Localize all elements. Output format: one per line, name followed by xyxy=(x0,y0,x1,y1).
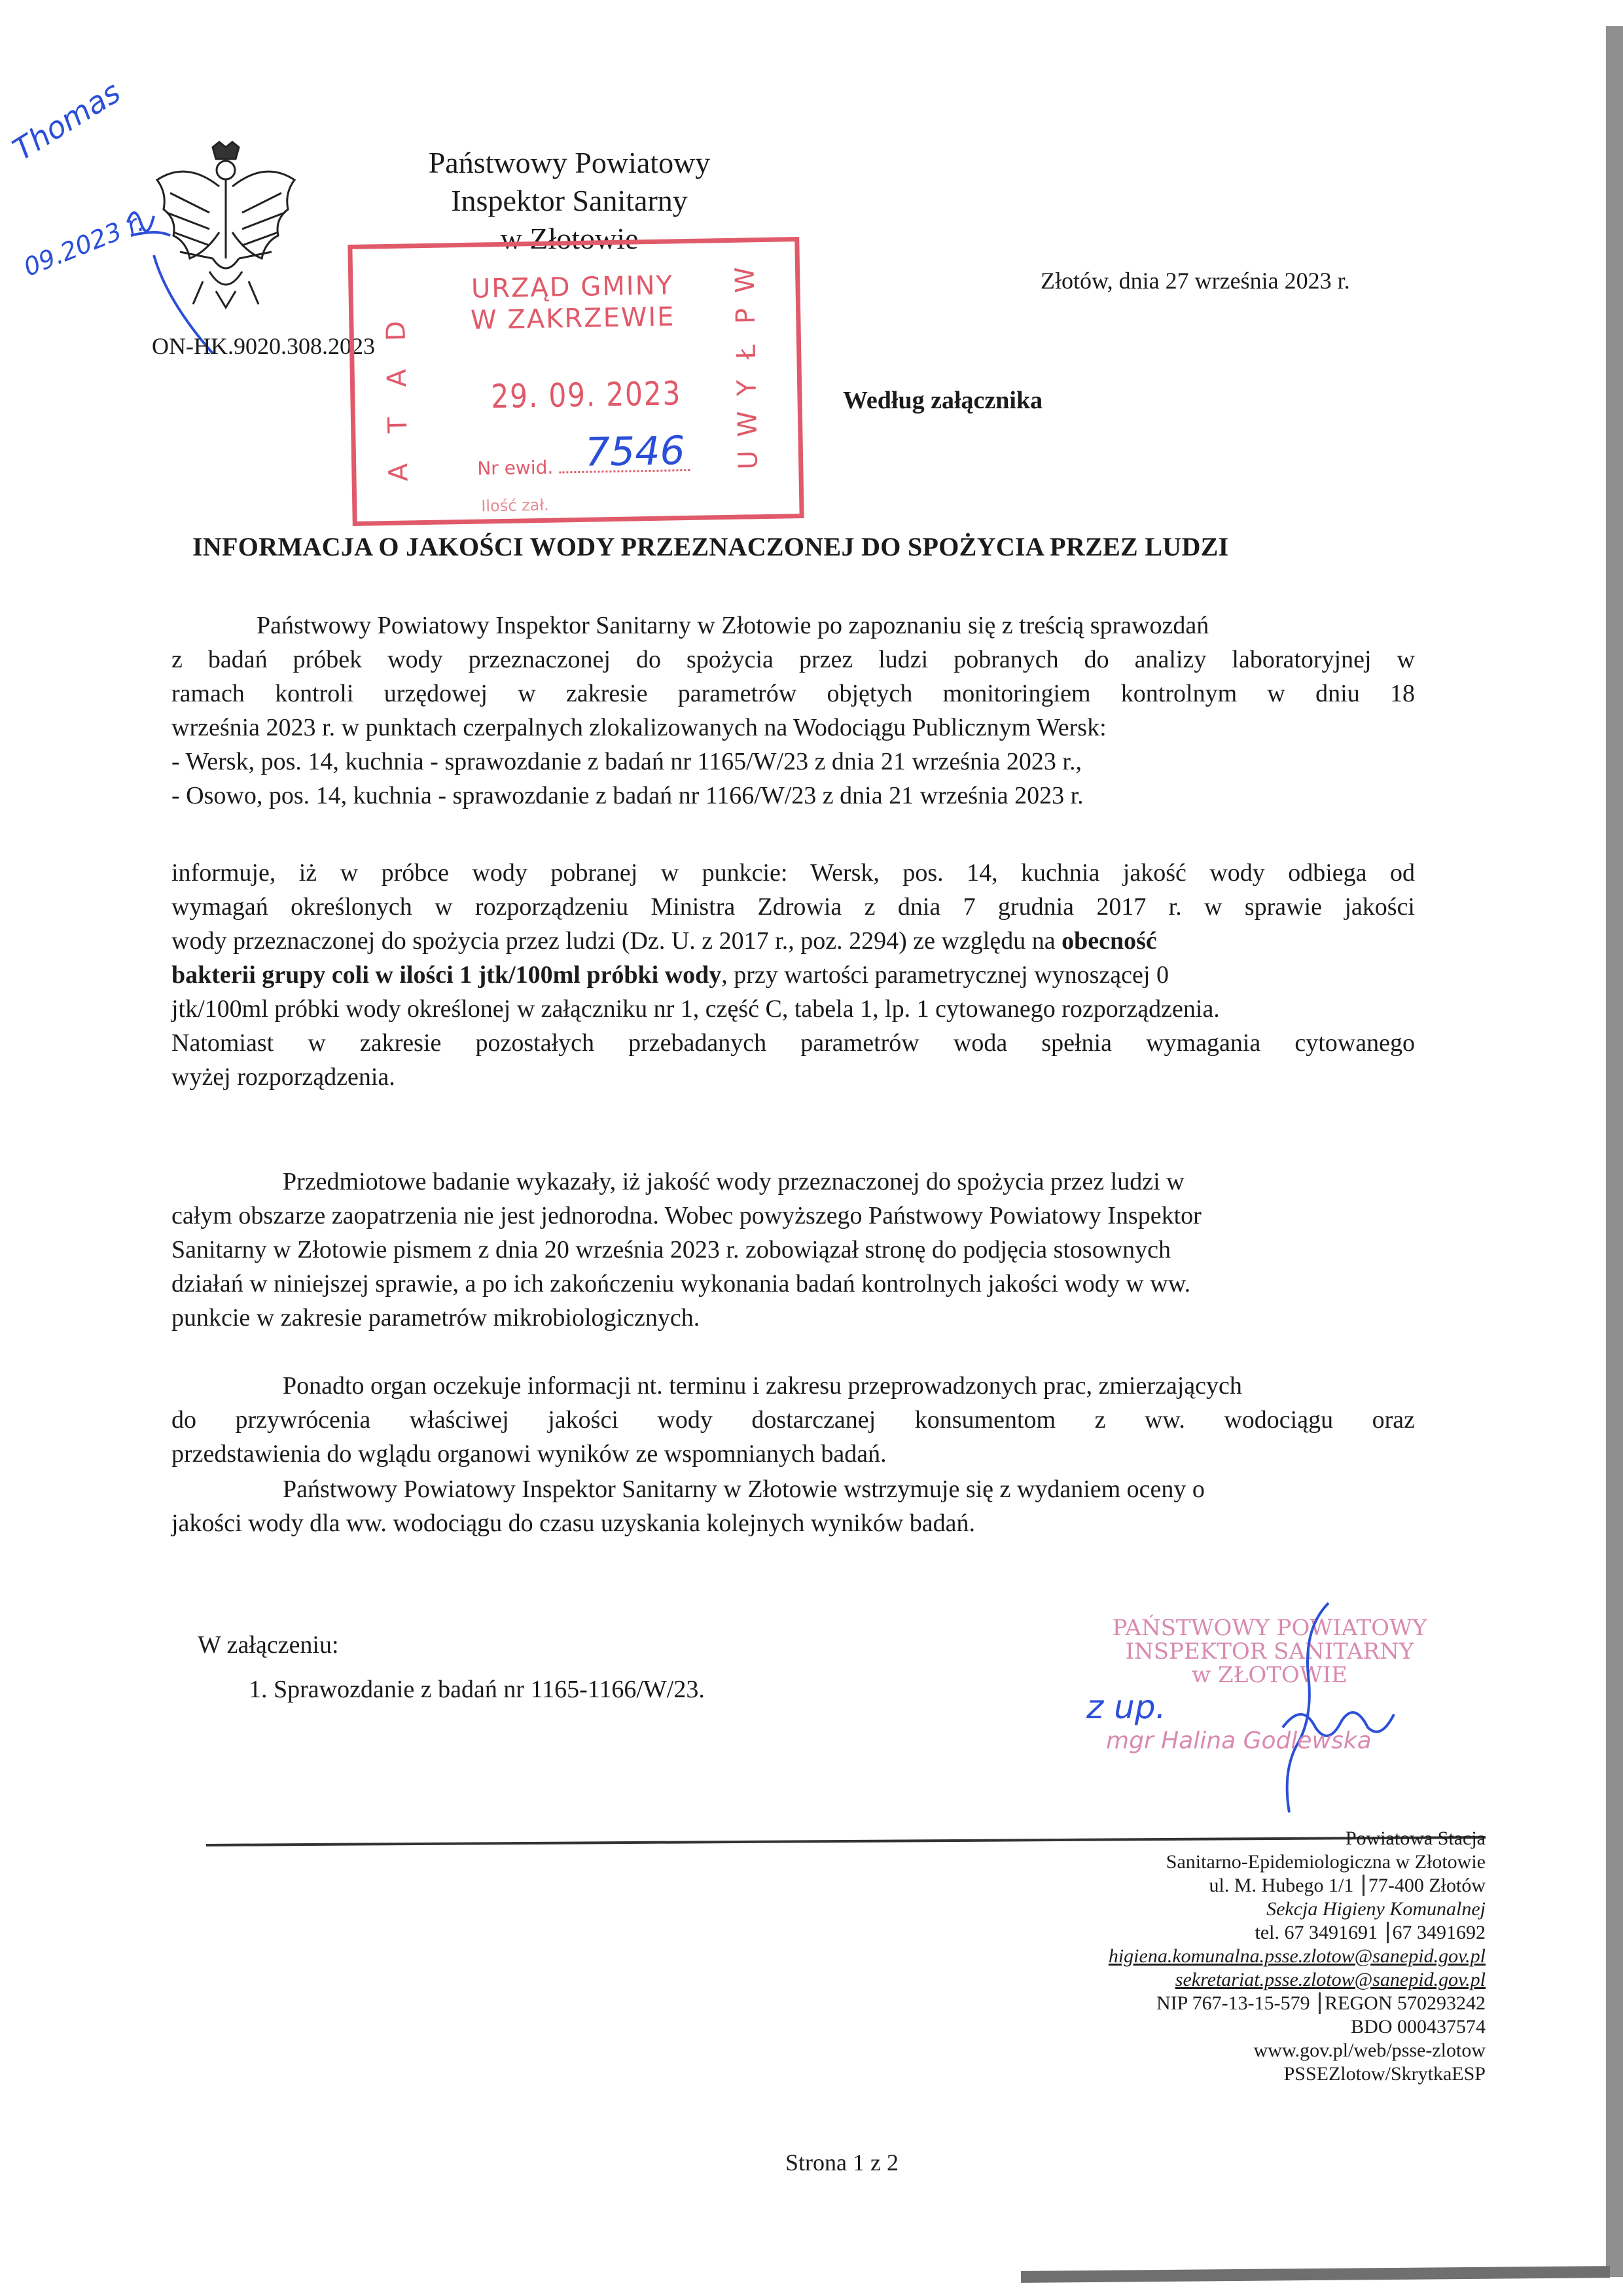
handwritten-name: Thomas xyxy=(7,74,127,168)
text-line: całym obszarze zaopatrzenia nie jest jednorodna. Wobec powyższego Państwowy Powiatowy Inspektor xyxy=(171,1202,1202,1229)
text-line: jtk/100ml próbki wody określonej w załączniku nr 1, część C, tabela 1, lp. 1 cytowanego rozporządzenia. xyxy=(171,995,1220,1023)
text-line: informuje, iż w próbce wody pobranej w punkcie: Wersk, pos. 14, kuchnia jakość wody odbiega od xyxy=(171,859,1415,887)
footer-org: Powiatowa Stacja xyxy=(1345,1828,1486,1849)
document-title: INFORMACJA O JAKOŚCI WODY PRZEZNACZONEJ DO SPOŻYCIA PRZEZ LUDZI xyxy=(192,532,1229,561)
paragraph-intro xyxy=(171,609,1415,813)
paragraph-conclusion xyxy=(171,1472,1415,1540)
paragraph-assessment xyxy=(171,1165,1415,1335)
stamp-record-label: Nr ewid. xyxy=(477,454,690,480)
text-line: Państwowy Powiatowy Inspektor Sanitarny w Złotowie wstrzymuje się z wydaniem oceny o xyxy=(283,1475,1205,1503)
footer-phones: tel. 67 3491691 67 3491692 xyxy=(1255,1922,1486,1943)
text-line: wymagań określonych w rozporządzeniu Ministra Zdrowia z dnia 7 grudnia 2017 r. w sprawie jakości xyxy=(171,893,1415,921)
footer-address: ul. M. Hubego 1/1 77-400 Złotów xyxy=(1209,1875,1486,1896)
stamp-date: 29. 09. 2023 xyxy=(490,374,682,416)
text-line: wyżej rozporządzenia. xyxy=(171,1063,395,1091)
email-link[interactable]: higiena.komunalna.psse.zlotow@sanepid.gov.pl xyxy=(1108,1945,1486,1967)
footer-contact-block xyxy=(916,1827,1486,2086)
text-line: - Osowo, pos. 14, kuchnia - sprawozdanie z badań nr 1166/W/23 z dnia 21 września 2023 r. xyxy=(171,782,1084,809)
text-line: Ponadto organ oczekuje informacji nt. terminu i zakresu przeprowadzonych prac, zmierzających xyxy=(283,1372,1242,1400)
text-line: z badań próbek wody przeznaczonej do spożycia przez ludzi pobranych do analizy laboratoryjnej w xyxy=(171,646,1415,673)
text-line: Natomiast w zakresie pozostałych przebadanych parametrów woda spełnia wymagania cytowanego xyxy=(171,1029,1415,1057)
scan-edge-right xyxy=(1606,26,1623,2277)
footer-tax-ids: NIP 767-13-15-579 REGON 570293242 xyxy=(1156,1992,1486,2014)
text-line: Sanitarny w Złotowie pismem z dnia 20 września 2023 r. zobowiązał stronę do podjęcia stosownych xyxy=(171,1236,1171,1263)
place-and-date: Złotów, dnia 27 września 2023 r. xyxy=(1041,268,1350,294)
stamp-side-label-left: D A T A xyxy=(381,320,414,482)
emphasis: obecność xyxy=(1061,927,1157,955)
attachment-item: 1. Sprawozdanie z badań nr 1165-1166/W/23. xyxy=(249,1676,705,1703)
text-line: przedstawienia do wglądu organowi wyników ze wspomnianych badań. xyxy=(171,1440,887,1468)
authority-line: Państwowy Powiatowy xyxy=(428,146,711,179)
authority-line: Inspektor Sanitarny xyxy=(451,184,688,217)
text-line: - Wersk, pos. 14, kuchnia - sprawozdanie z badań nr 1165/W/23 z dnia 21 września 2023 r., xyxy=(171,748,1082,775)
emphasis: bakterii grupy coli w ilości 1 jtk/100ml próbki wody xyxy=(171,961,722,989)
text-line: punkcie w zakresie parametrów mikrobiologicznych. xyxy=(171,1304,700,1332)
signatory-name: mgr Halina Godlewska xyxy=(1106,1727,1372,1754)
page-number: Strona 1 z 2 xyxy=(785,2149,899,2176)
scan-edge-bottom xyxy=(1021,2266,1610,2283)
stamp-attachments-label: Ilość zał. xyxy=(481,495,550,516)
authority-line: w Złotowie xyxy=(500,222,639,255)
signature-stamp: PAŃSTWOWY POWIATOWY INSPEKTOR SANITARNY w ZŁOTOWIE xyxy=(1112,1615,1427,1688)
email-link[interactable]: sekretariat.psse.zlotow@sanepid.gov.pl xyxy=(1175,1969,1486,1990)
paragraph-expectations xyxy=(171,1369,1415,1471)
text-line: jakości wody dla ww. wodociągu do czasu uzyskania kolejnych wyników badań. xyxy=(171,1510,976,1537)
received-stamp xyxy=(348,237,804,526)
case-number: ON-HK.9020.308.2023 xyxy=(152,333,375,359)
paragraph-findings xyxy=(171,856,1415,1094)
text-line: Przedmiotowe badanie wykazały, iż jakość wody przeznaczonej do spożycia przez ludzi w xyxy=(283,1168,1185,1195)
text-line: do przywrócenia właściwej jakości wody dostarczanej konsumentom z ww. wodociągu oraz xyxy=(171,1406,1415,1434)
text-line: działań w niniejszej sprawie, a po ich zakończeniu wykonania badań kontrolnych jakości wody w ww. xyxy=(171,1270,1191,1298)
footer-bdo: BDO 000437574 xyxy=(1351,2016,1486,2038)
signature-handwritten: z up. xyxy=(1086,1688,1166,1726)
text-line: Państwowy Powiatowy Inspektor Sanitarny w Złotowie po zapoznaniu się z treścią sprawozdań xyxy=(257,612,1209,639)
attachments-label: W załączeniu: xyxy=(198,1631,339,1659)
recipient: Według załącznika xyxy=(843,387,1043,414)
stamp-record-number: 7546 xyxy=(584,428,686,476)
text-line: ramach kontroli urzędowej w zakresie parametrów objętych monitoringiem kontrolnym w dniu 18 xyxy=(171,680,1415,707)
stamp-office-name: URZĄD GMINY W ZAKRZEWIE xyxy=(470,270,675,336)
text-line: września 2023 r. w punktach czerpalnych zlokalizowanych na Wodociągu Publicznym Wersk: xyxy=(171,714,1107,741)
stamp-side-label-right: W P Ł Y W U xyxy=(730,266,764,470)
footer-section: Sekcja Higieny Komunalnej xyxy=(1266,1898,1486,1920)
text-line: wody przeznaczonej do spożycia przez ludzi (Dz. U. z 2017 r., poz. 2294) ze względu na obecność xyxy=(171,927,1157,955)
footer-org: Sanitarno-Epidemiologiczna w Złotowie xyxy=(1166,1851,1486,1873)
text-line: bakterii grupy coli w ilości 1 jtk/100ml próbki wody, przy wartości parametrycznej wynoszącej 0 xyxy=(171,961,1169,989)
polish-eagle-emblem-icon xyxy=(151,141,301,311)
website-link[interactable]: www.gov.pl/web/psse-zlotow xyxy=(1253,2040,1486,2061)
handwritten-date: 09.2023 r. xyxy=(20,207,148,282)
footer-esp: PSSEZlotow/SkrytkaESP xyxy=(1283,2063,1486,2085)
